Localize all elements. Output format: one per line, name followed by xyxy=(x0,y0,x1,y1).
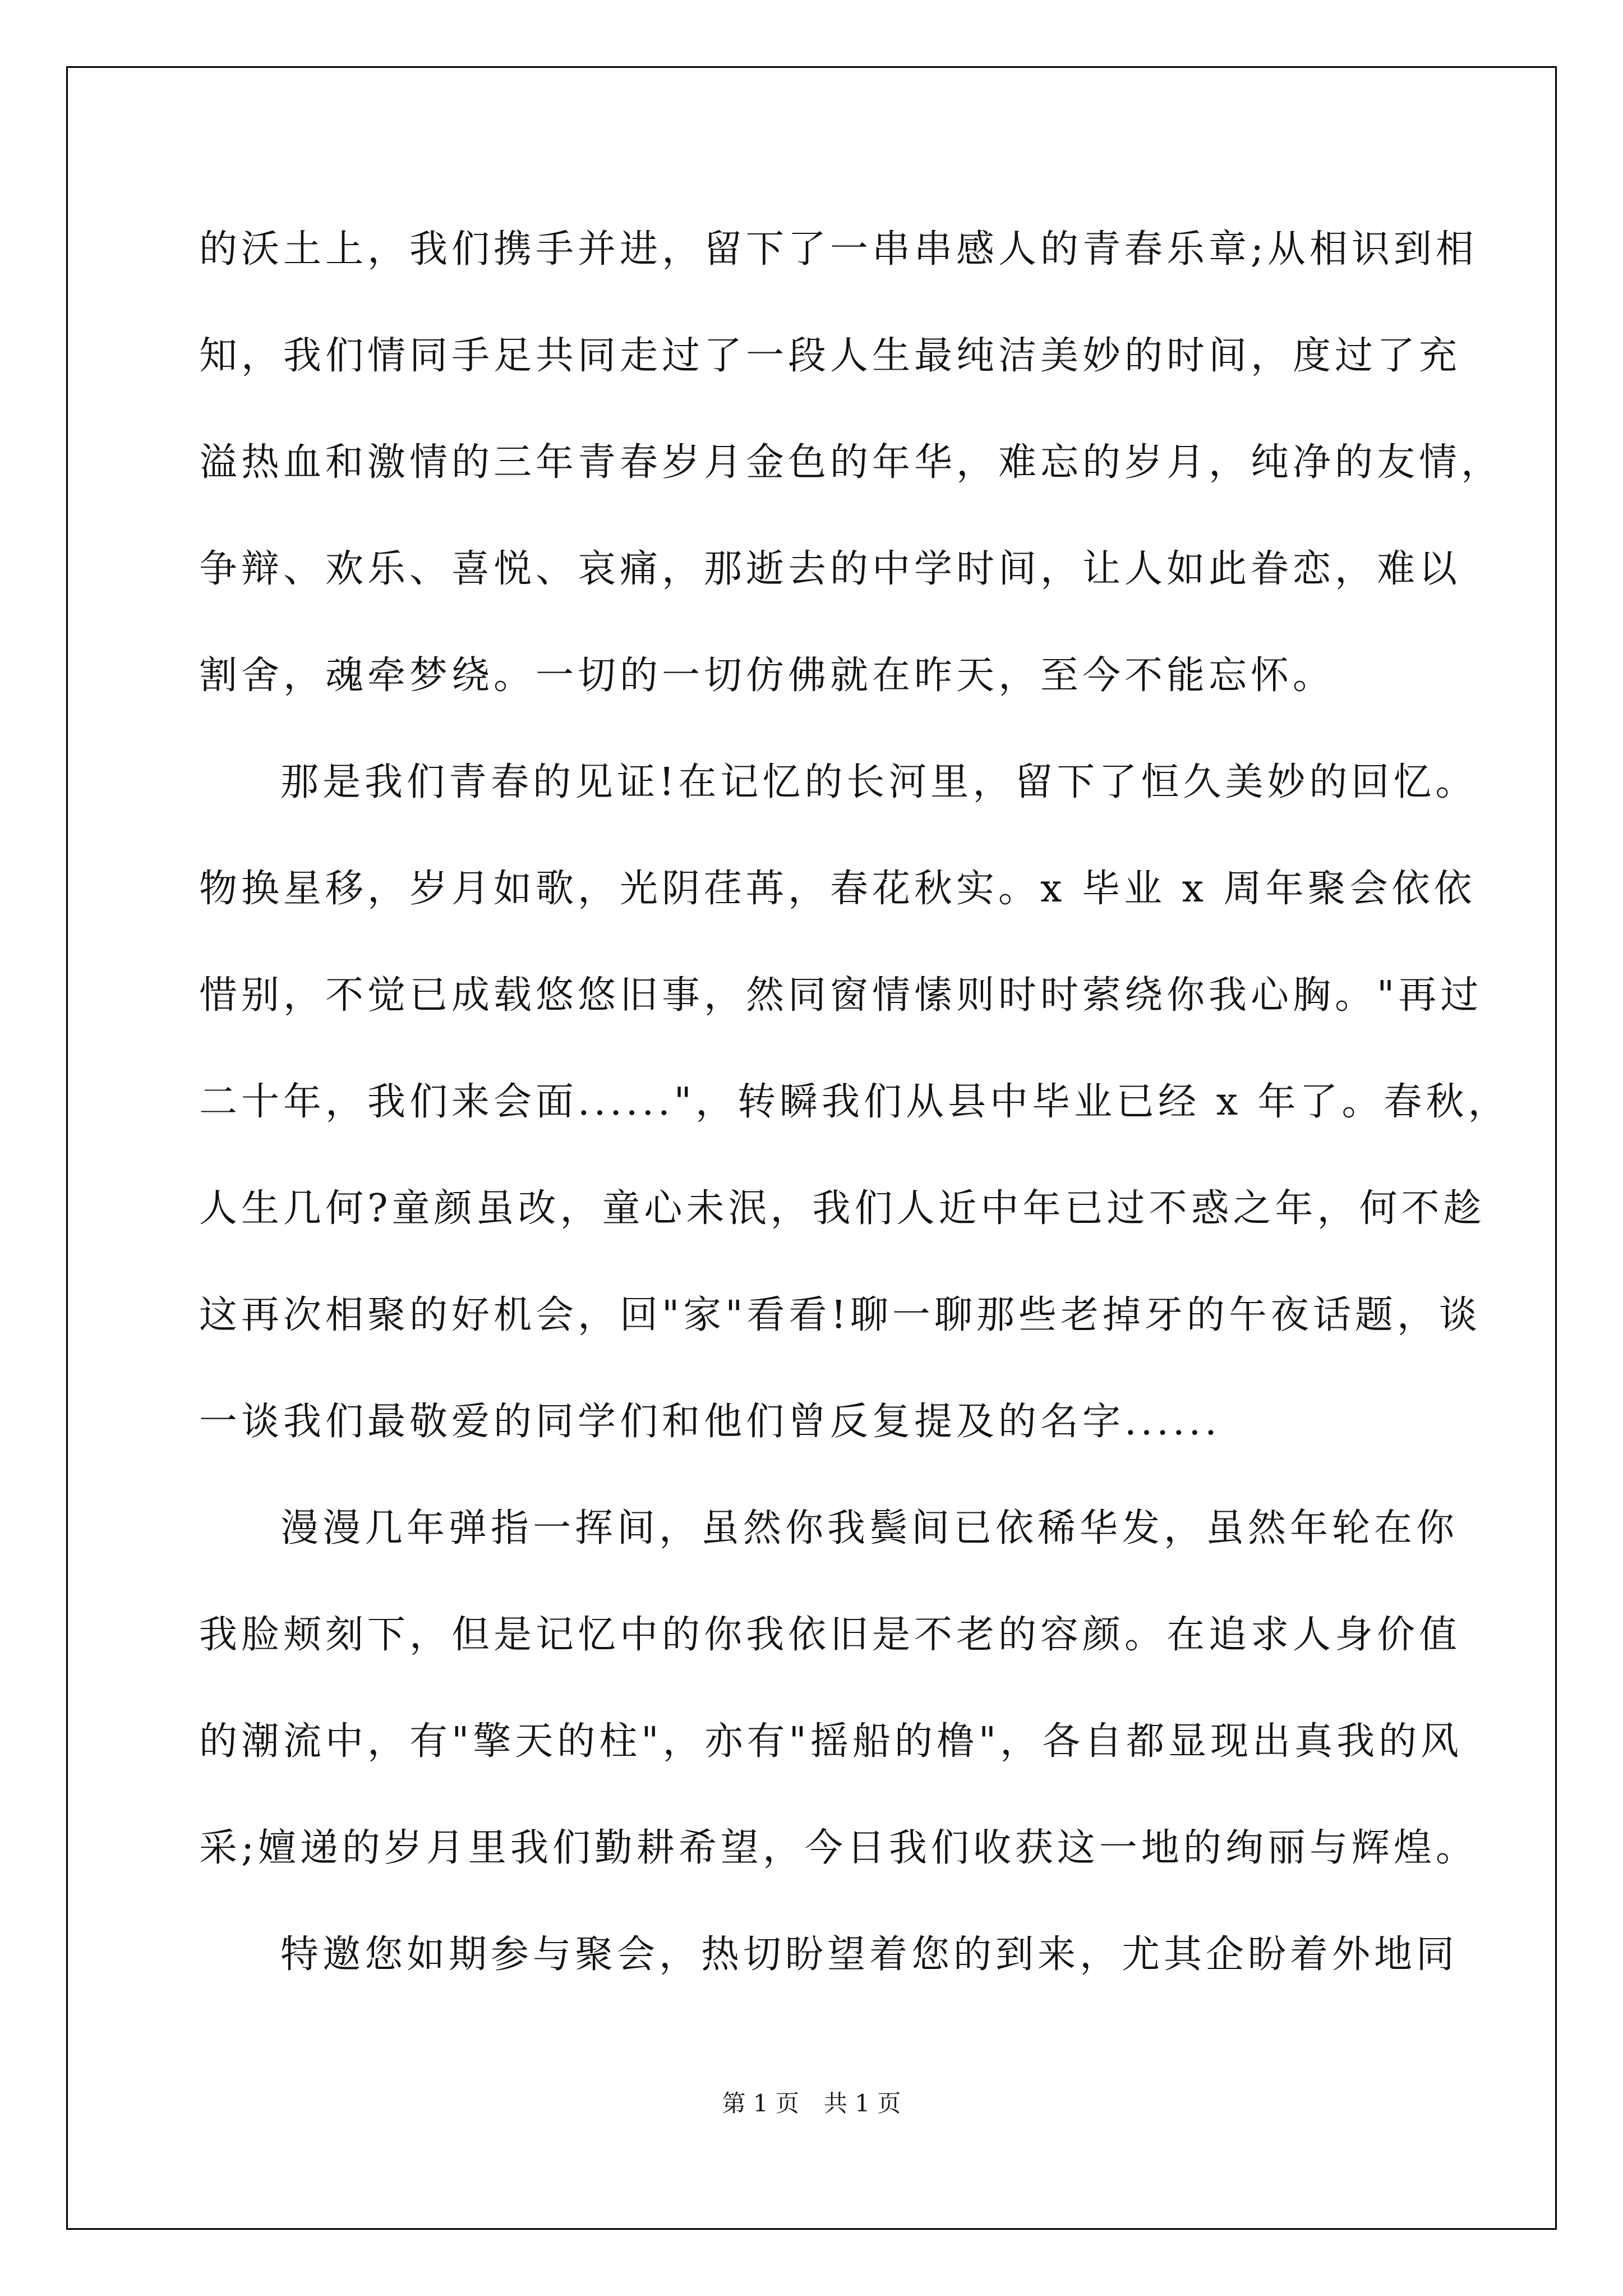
text-line: 这再次相聚的好机会，回"家"看看!聊一聊那些老掉牙的午夜话题，谈 xyxy=(199,1293,1481,1337)
paragraph-first-line: 特邀您如期参与聚会，热切盼望着您的到来，尤其企盼着外地同 xyxy=(280,1932,1459,1977)
text-line: 争辩、欢乐、喜悦、哀痛，那逝去的中学时间，让人如此眷恋，难以 xyxy=(199,547,1461,591)
text-line: 我脸颊刻下，但是记忆中的你我依旧是不老的容颜。在追求人身价值 xyxy=(199,1613,1461,1657)
text-line: 割舍，魂牵梦绕。一切的一切仿佛就在昨天，至今不能忘怀。 xyxy=(199,654,1335,698)
page-border xyxy=(66,66,1557,2230)
text-line: 的潮流中，有"擎天的柱"，亦有"摇船的橹"，各自都显现出真我的风 xyxy=(199,1719,1463,1764)
text-line: 知，我们情同手足共同走过了一段人生最纯洁美妙的时间，度过了充 xyxy=(199,334,1461,378)
text-line: 采;嬗递的岁月里我们勤耕希望，今日我们收获这一地的绚丽与辉煌。 xyxy=(199,1826,1478,1870)
page-number: 第 1 页 xyxy=(722,2090,799,2117)
paragraph-first-line: 漫漫几年弹指一挥间，虽然你我鬓间已依稀华发，虽然年轮在你 xyxy=(280,1506,1459,1550)
text-line: 的沃土上，我们携手并进，留下了一串串感人的青春乐章;从相识到相 xyxy=(199,227,1478,272)
page-footer xyxy=(0,2087,1623,2120)
text-line: 一谈我们最敬爱的同学们和他们曾反复提及的名字...... xyxy=(199,1400,1221,1444)
paragraph-first-line: 那是我们青春的见证!在记忆的长河里，留下了恒久美妙的回忆。 xyxy=(280,760,1478,804)
text-line: 物换星移，岁月如歌，光阴荏苒，春花秋实。x 毕业 x 周年聚会依依 xyxy=(199,867,1476,911)
page-count: 共 1 页 xyxy=(824,2090,901,2117)
text-line: 二十年，我们来会面......"，转瞬我们从县中毕业已经 x 年了。春秋， xyxy=(199,1080,1510,1124)
text-line: 溢热血和激情的三年青春岁月金色的年华，难忘的岁月，纯净的友情， xyxy=(199,440,1504,485)
text-line: 惜别，不觉已成载悠悠旧事，然同窗情愫则时时萦绕你我心胸。"再过 xyxy=(199,973,1483,1018)
text-line: 人生几何?童颜虽改，童心未泯，我们人近中年已过不惑之年，何不趁 xyxy=(199,1186,1486,1231)
